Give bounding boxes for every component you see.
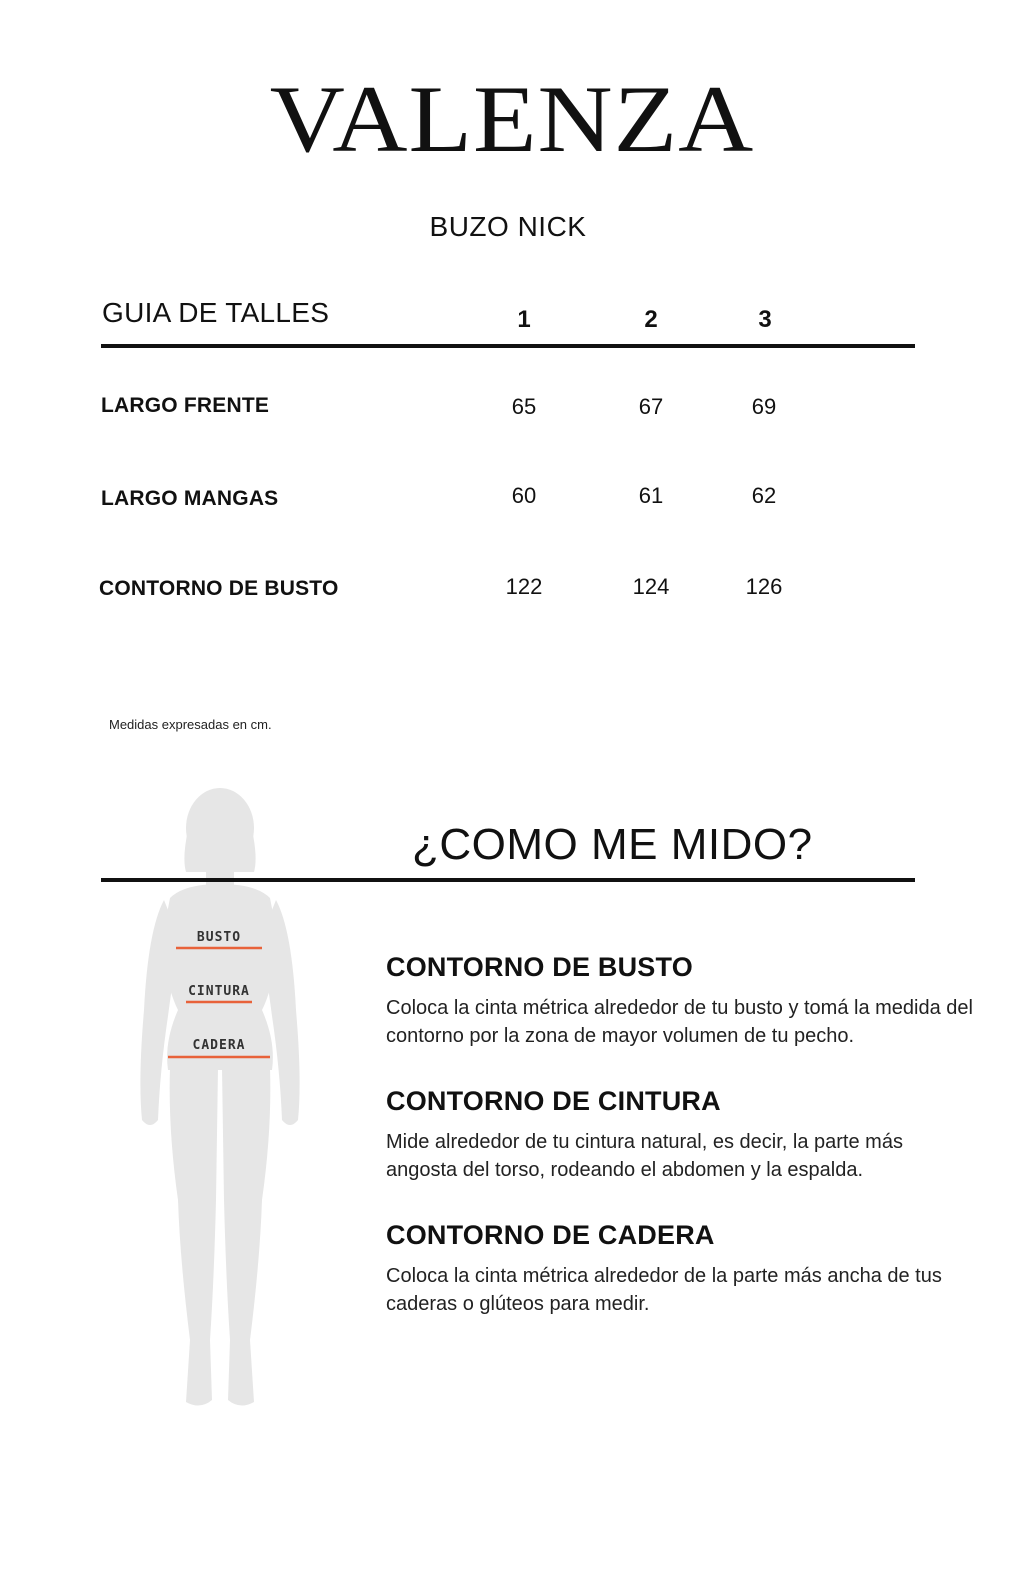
units-note: Medidas expresadas en cm.	[109, 717, 272, 732]
body-silhouette-icon	[120, 780, 320, 1420]
product-name: BUZO NICK	[429, 211, 587, 242]
section-text-waist: Mide alrededor de tu cintura natural, es decir, la parte más angosta del torso, rodeando el abdomen y la espalda.	[386, 1131, 903, 1181]
size-header-2: 2	[644, 306, 658, 333]
section-title-bust: CONTORNO DE BUSTO	[386, 952, 693, 982]
section-text-bust: Coloca la cinta métrica alrededor de tu busto y tomá la medida del contorno por la zona de mayor volumen de tu pecho.	[386, 997, 973, 1047]
figure-label-hip: CADERA	[192, 1038, 246, 1053]
table-cell: 124	[632, 574, 670, 599]
table-divider	[101, 344, 915, 348]
how-to-divider	[101, 878, 915, 882]
section-title-waist: CONTORNO DE CINTURA	[386, 1086, 721, 1116]
table-cell: 61	[638, 483, 664, 508]
section-text-hip: Coloca la cinta métrica alrededor de la parte más ancha de tus caderas o glúteos para medir.	[386, 1265, 942, 1315]
size-header-1: 1	[517, 306, 531, 333]
table-cell: 126	[745, 574, 783, 599]
table-cell: 122	[505, 574, 543, 599]
size-guide-title: GUIA DE TALLES	[102, 297, 330, 328]
table-cell: 67	[638, 394, 664, 419]
row-label-largo-frente: LARGO FRENTE	[101, 394, 270, 417]
body-figure	[120, 780, 320, 1420]
table-cell: 62	[751, 483, 777, 508]
row-label-largo-mangas: LARGO MANGAS	[101, 487, 279, 510]
size-header-3: 3	[758, 306, 772, 333]
table-cell: 69	[751, 394, 777, 419]
row-label-contorno-busto: CONTORNO DE BUSTO	[99, 577, 339, 600]
how-to-measure-title: ¿COMO ME MIDO?	[412, 820, 813, 869]
figure-label-waist: CINTURA	[188, 984, 250, 999]
section-title-hip: CONTORNO DE CADERA	[386, 1220, 715, 1250]
figure-label-bust: BUSTO	[196, 930, 242, 945]
brand-logo: VALENZA	[269, 66, 755, 173]
table-cell: 60	[511, 483, 537, 508]
table-cell: 65	[511, 394, 537, 419]
